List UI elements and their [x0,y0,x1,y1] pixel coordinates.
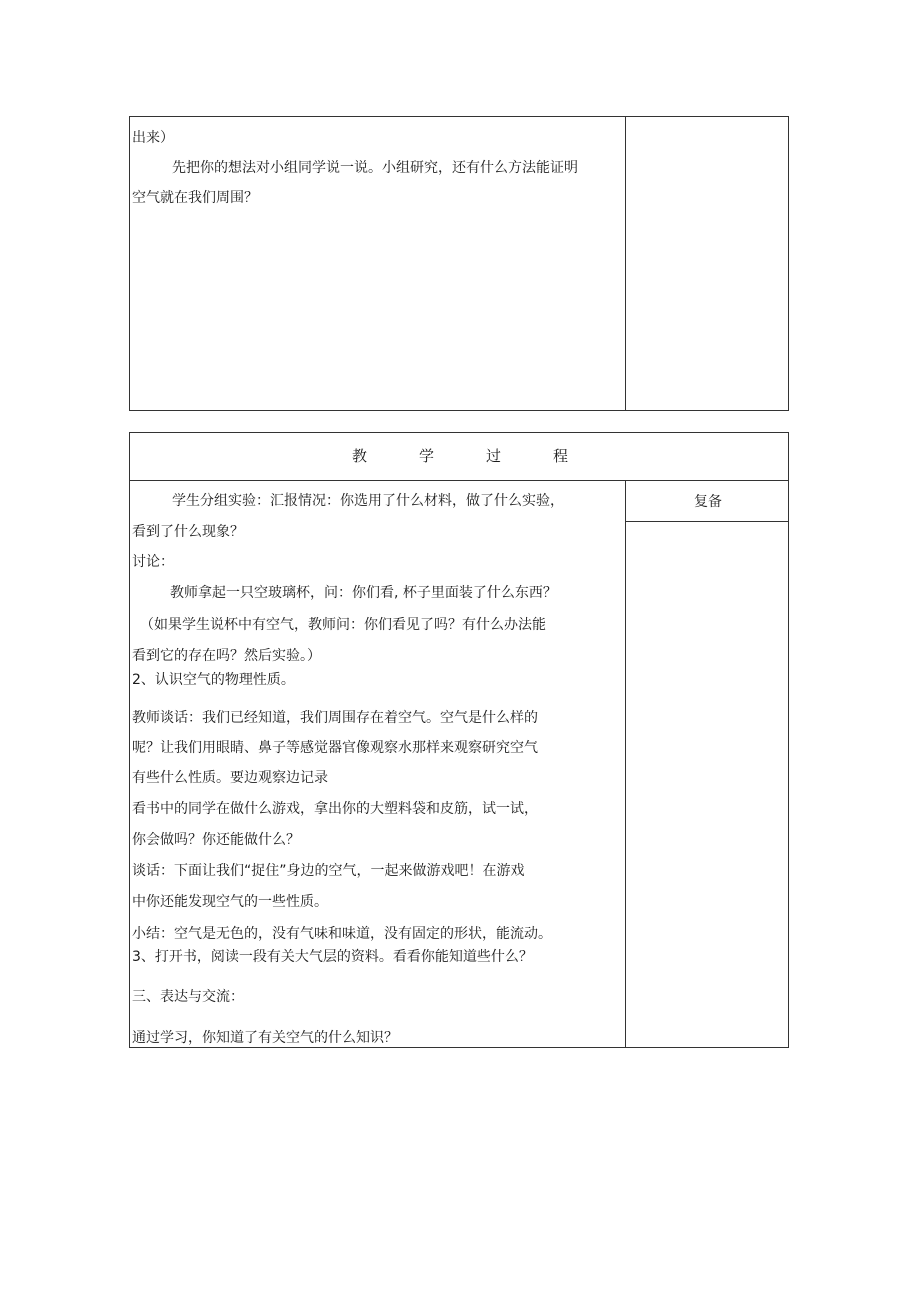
lesson-table-continuation [129,116,789,411]
heading-char: 过 [486,447,502,465]
heading-divider [130,480,788,481]
review-label: 复备 [694,494,722,510]
text-line: 空气就在我们周围？ [132,190,258,206]
text-line: 教师拿起一只空玻璃杯，问：你们看, 杯子里面装了什么东西？ [170,585,557,601]
text-line: 中你还能发现空气的一些性质。 [132,894,328,910]
text-line: 讨论： [132,554,174,570]
text-line: 三、表达与交流： [132,989,244,1005]
text-line: 看到它的存在吗？然后实验。） [132,648,321,664]
text-line: 通过学习，你知道了有关空气的什么知识？ [132,1030,398,1046]
text-line: （如果学生说杯中有空气，教师问：你们看见了吗？有什么办法能 [140,617,546,633]
text-line: 先把你的想法对小组同学说一说。小组研究，还有什么方法能证明 [172,160,578,176]
text-line: 你会做吗？你还能做什么？ [132,832,300,848]
text-line: 看到了什么现象？ [132,524,244,540]
heading-char: 学 [418,447,434,465]
side-header-divider [625,521,788,522]
column-divider [625,480,626,1047]
text-line: 谈话：下面让我们“捉住”身边的空气，一起来做游戏吧！在游戏 [132,863,525,879]
heading-char: 程 [553,447,569,465]
teaching-process-table [129,432,789,1048]
heading-char: 教 [351,447,367,465]
text-line: 学生分组实验：汇报情况：你选用了什么材料，做了什么实验， [172,493,564,509]
text-line: 有些什么性质。要边观察边记录 [132,770,328,786]
text-line: 小结：空气是无色的，没有气味和味道，没有固定的形状，能流动。 [132,926,552,942]
text-line: 教师谈话：我们已经知道，我们周围存在着空气。空气是什么样的 [132,710,538,726]
text-line: 3、打开书，阅读一段有关大气层的资料。看看你能知道些什么？ [132,949,533,965]
column-divider [625,117,626,410]
text-line: 出来） [132,130,174,146]
text-line: 看书中的同学在做什么游戏，拿出你的大塑料袋和皮筋，试一试， [132,801,538,817]
text-line: 2、认识空气的物理性质。 [132,672,295,688]
section-heading [130,447,790,465]
text-line: 呢？让我们用眼睛、鼻子等感觉器官像观察水那样来观察研究空气 [132,740,538,756]
